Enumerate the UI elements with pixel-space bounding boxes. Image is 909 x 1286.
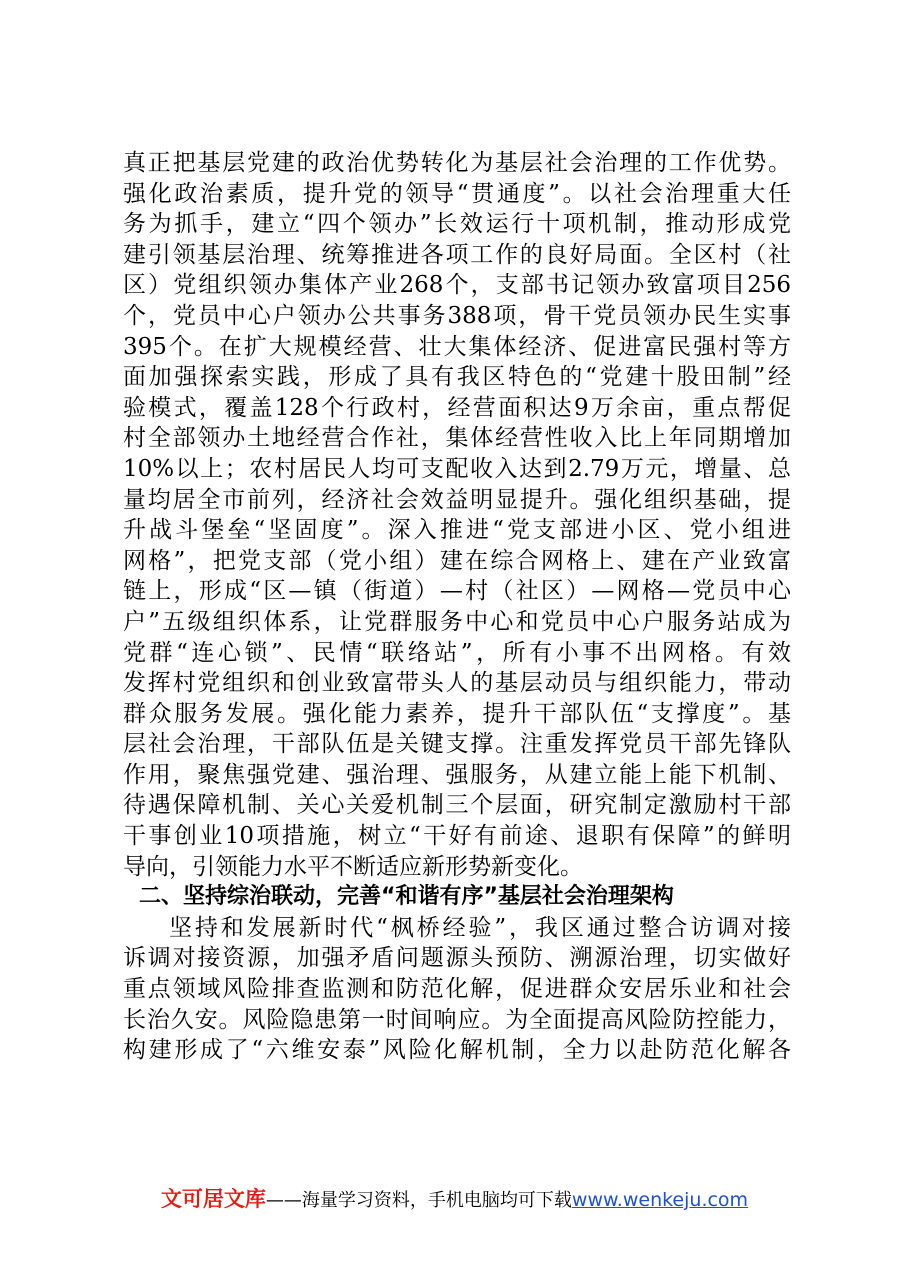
text-line: 待遇保障机制、关心关爱机制三个层面，研究制定激励村干部 [123, 792, 791, 819]
text-line: 村全部领办土地经营合作社，集体经营性收入比上年同期增加 [123, 425, 791, 452]
text-line: 验模式，覆盖128个行政村，经营面积达9万余亩，重点帮促 [123, 394, 791, 421]
document-body [123, 148, 791, 1066]
text-line: 网格”，把党支部（党小组）建在综合网格上、建在产业致富 [123, 547, 791, 574]
text-line: 层社会治理，干部队伍是关键支撑。注重发挥党员干部先锋队 [123, 731, 791, 758]
footer-slogan: ——海量学习资料，手机电脑均可下载 [265, 1190, 572, 1211]
section-heading: 二、坚持综治联动，完善“和谐有序”基层社会治理架构 [139, 884, 674, 910]
text-line: 发挥村党组织和创业致富带头人的基层动员与组织能力，带动 [123, 670, 791, 697]
text-line: 真正把基层党建的政治优势转化为基层社会治理的工作优势。 [123, 150, 791, 176]
text-line: 10%以上；农村居民人均可支配收入达到2.79万元，增量、总 [123, 455, 791, 482]
text-line: 构建形成了“六维安泰”风险化解机制，全力以赴防范化解各 [123, 1037, 791, 1064]
text-line: 党群“连心锁”、民情“联络站”，所有小事不出网格。有效 [123, 639, 791, 666]
text-line: 个，党员中心户领办公共事务388项，骨干党员领办民生实事 [123, 302, 791, 329]
text-line: 建引领基层治理、统筹推进各项工作的良好局面。全区村（社 [123, 241, 791, 268]
paragraph-1 [123, 148, 791, 882]
text-line: 导向，引领能力水平不断适应新形势新变化。 [123, 853, 583, 880]
paragraph-2 [123, 913, 791, 1066]
text-line: 面加强探索实践，形成了具有我区特色的“党建十股田制”经 [123, 364, 791, 391]
text-line: 重点领域风险排查监测和防范化解，促进群众安居乐业和社会 [123, 976, 791, 1003]
text-line: 升战斗堡垒“坚固度”。深入推进“党支部进小区、党小组进 [123, 517, 791, 544]
text-line: 区）党组织领办集体产业268个，支部书记领办致富项目256 [123, 272, 791, 299]
text-line: 作用，聚焦强党建、强治理、强服务，从建立能上能下机制、 [123, 761, 791, 788]
text-line: 务为抓手，建立“四个领办”长效运行十项机制，推动形成党 [123, 211, 791, 238]
footer-brand: 文可居文库 [160, 1187, 266, 1211]
text-line: 长治久安。风险隐患第一时间响应。为全面提高风险防控能力， [123, 1006, 791, 1033]
text-line: 干事创业10项措施，树立“干好有前途、退职有保障”的鲜明 [123, 823, 791, 850]
text-line: 强化政治素质，提升党的领导“贯通度”。以社会治理重大任 [123, 180, 791, 207]
text-line: 坚持和发展新时代“枫桥经验”，我区通过整合访调对接 [169, 914, 791, 941]
text-line: 户”五级组织体系，让党群服务中心和党员中心户服务站成为 [123, 608, 791, 635]
text-line: 诉调对接资源，加强矛盾问题源头预防、溯源治理，切实做好 [123, 945, 791, 972]
text-line: 链上，形成“区—镇（街道）—村（社区）—网格—党员中心 [123, 578, 791, 605]
text-line: 量均居全市前列，经济社会效益明显提升。强化组织基础，提 [123, 486, 791, 513]
footer-link[interactable]: www.wenkeju.com [571, 1189, 749, 1211]
text-line: 群众服务发展。强化能力素养，提升干部队伍“支撑度”。基 [123, 700, 791, 727]
footer-banner [0, 1183, 909, 1213]
text-line: 395个。在扩大规模经营、壮大集体经济、促进富民强村等方 [123, 333, 791, 360]
